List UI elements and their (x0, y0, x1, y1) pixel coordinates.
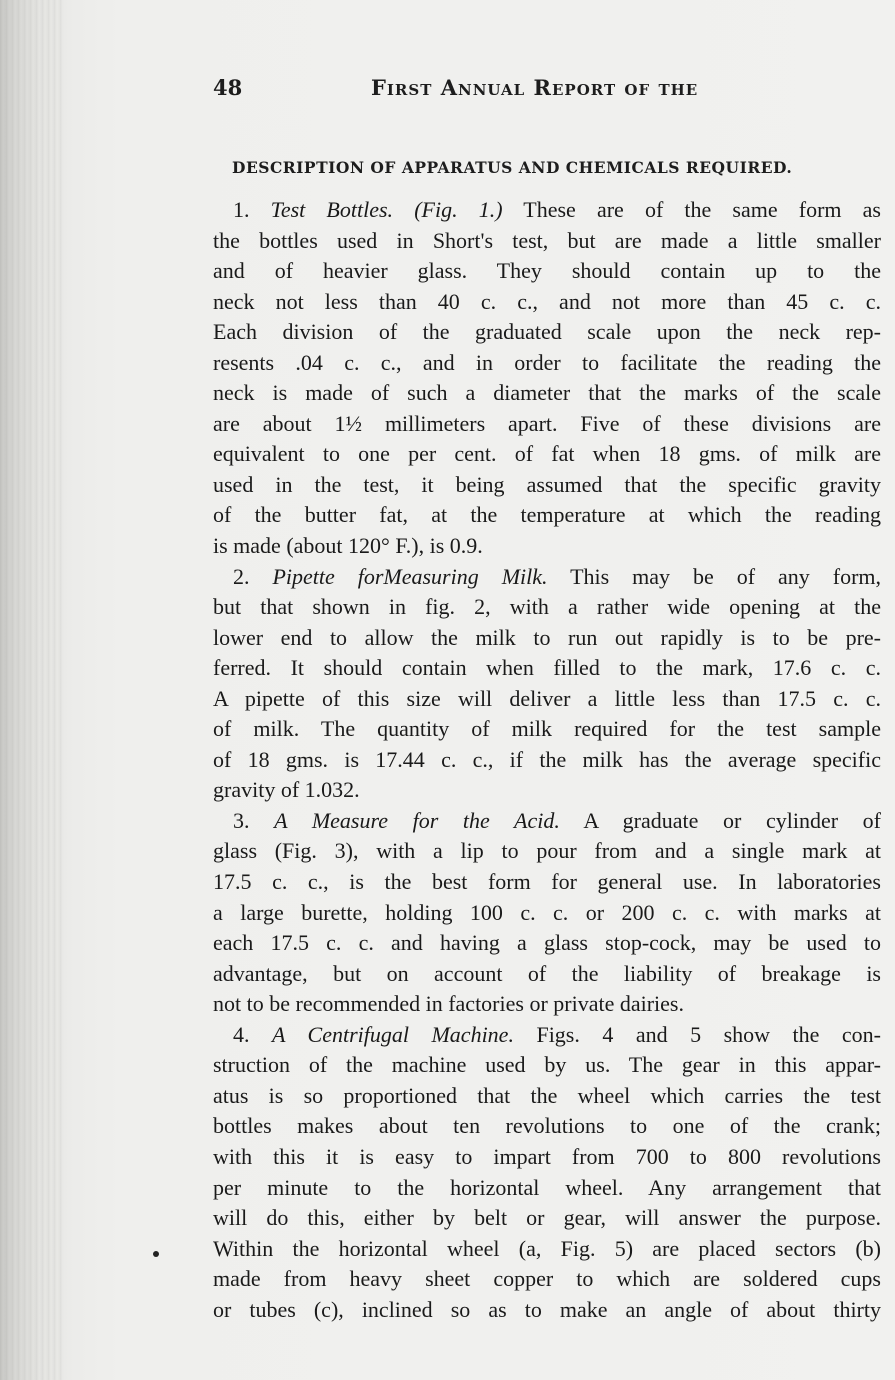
text-line: struction of the machine used by us. The gear in this appar- (213, 1052, 881, 1078)
section-heading: DESCRIPTION OF APPARATUS AND CHEMICALS REQUIRED. (232, 158, 793, 177)
item-title: Test Bottles. (270, 197, 394, 222)
item-text: These are of the same form as (523, 197, 881, 222)
text-line: not to be recommended in factories or private dairies. (213, 991, 684, 1017)
text-line: is made (about 120° F.), is 0.9. (213, 533, 483, 559)
running-title: First Annual Report of the (371, 75, 699, 100)
text-line: the bottles used in Short's test, but are made a little smaller (213, 227, 881, 253)
item-3-first-line (213, 806, 881, 837)
text-line: glass (Fig. 3), with a lip to pour from and a single mark at (213, 838, 881, 864)
text-line: neck not less than 40 c. c., and not more than 45 c. c. (213, 288, 881, 314)
text-line: used in the test, it being assumed that the specific gravity (213, 471, 881, 497)
text-line: or tubes (c), inclined so as to make an angle of about thirty (213, 1296, 881, 1322)
item-number: 1. (233, 197, 250, 222)
text-line: atus is so proportioned that the wheel which carries the test (213, 1082, 881, 1108)
text-line: A pipette of this size will deliver a little less than 17.5 c. c. (213, 685, 881, 711)
page-binding-shadow (0, 0, 64, 1380)
text-line: will do this, either by belt or gear, will answer the purpose. (213, 1205, 881, 1231)
text-line: bottles makes about ten revolutions to one of the crank; (213, 1113, 881, 1139)
text-line: advantage, but on account of the liability of breakage is (213, 960, 881, 986)
item-title: Pipette forMeasuring Milk. (272, 563, 548, 589)
body-text (213, 195, 881, 1325)
item-4-first-line (213, 1020, 881, 1051)
ink-speck (153, 1251, 159, 1257)
item-text: A graduate or cylinder of (583, 807, 882, 833)
item-number: 3. (233, 807, 250, 833)
text-line: ferred. It should contain when filled to the mark, 17.6 c. c. (213, 655, 881, 681)
text-line: but that shown in fig. 2, with a rather wide opening at the (213, 594, 881, 620)
item-1-first-line (213, 195, 881, 226)
text-line: resents .04 c. c., and in order to facilitate the reading the (213, 349, 881, 375)
item-text: Figs. 4 and 5 show the con- (536, 1021, 882, 1047)
text-line: of the butter fat, at the temperature at which the reading (213, 502, 881, 528)
item-number: 4. (233, 1021, 250, 1047)
text-line: of 18 gms. is 17.44 c. c., if the milk has the average specific (213, 746, 881, 772)
text-line: each 17.5 c. c. and having a glass stop-cock, may be used to (213, 930, 881, 956)
text-line: of milk. The quantity of milk required for the test sample (213, 716, 881, 742)
text-line: a large burette, holding 100 c. c. or 200 c. c. with marks at (213, 899, 881, 925)
page-number: 48 (213, 75, 243, 100)
text-line: lower end to allow the milk to run out rapidly is to be pre- (213, 624, 881, 650)
figure-reference: (Fig. 1.) (414, 197, 503, 222)
text-line: with this it is easy to impart from 700 to 800 revolutions (213, 1143, 881, 1169)
text-line: Each division of the graduated scale upon the neck rep- (213, 319, 881, 345)
text-line: made from heavy sheet copper to which are soldered cups (213, 1266, 881, 1292)
item-2-first-line (213, 562, 881, 593)
item-number: 2. (233, 563, 250, 589)
item-title: A Centrifugal Machine. (272, 1021, 514, 1047)
text-line: and of heavier glass. They should contain up to the (213, 258, 881, 284)
text-line: Within the horizontal wheel (a, Fig. 5) are placed sectors (b) (213, 1235, 881, 1261)
text-line: 17.5 c. c., is the best form for general use. In laboratories (213, 869, 881, 895)
text-line: neck is made of such a diameter that the marks of the scale (213, 380, 881, 406)
running-head (213, 75, 733, 105)
text-line: are about 1½ millimeters apart. Five of these divisions are (213, 410, 881, 436)
item-text: This may be of any form, (570, 563, 882, 589)
text-line: per minute to the horizontal wheel. Any arrangement that (213, 1174, 881, 1200)
text-line: gravity of 1.032. (213, 777, 360, 803)
text-line: equivalent to one per cent. of fat when 18 gms. of milk are (213, 441, 881, 467)
item-title: A Measure for the Acid. (274, 807, 560, 833)
